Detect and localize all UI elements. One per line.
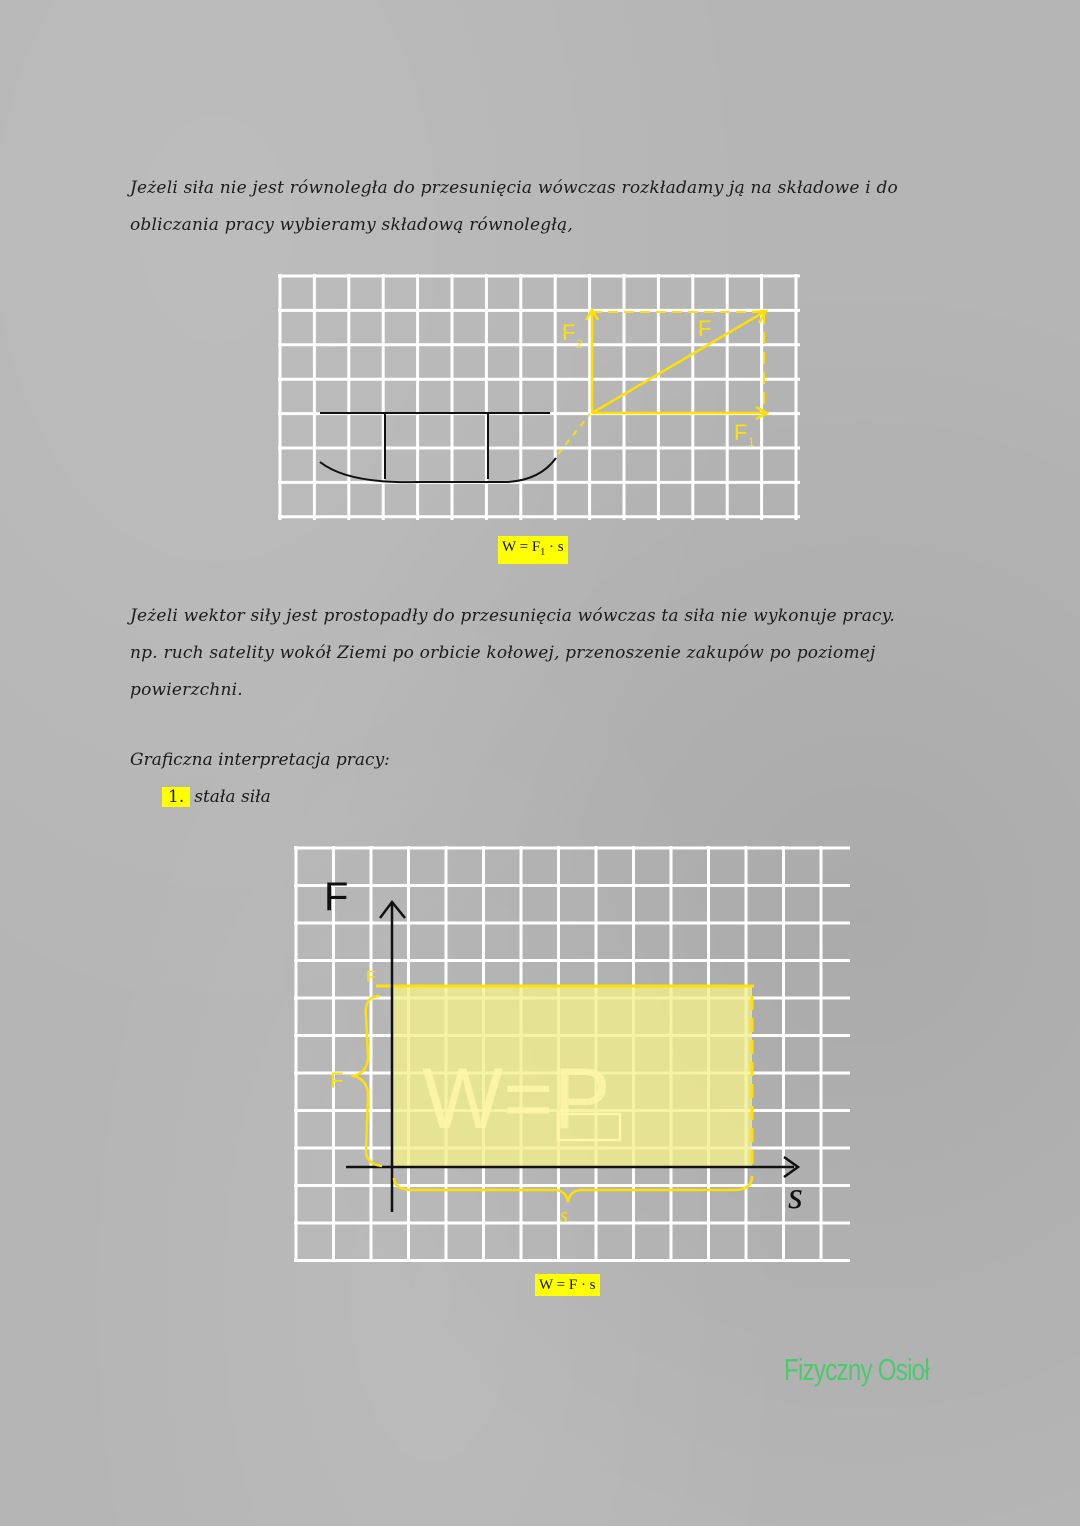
label-f2-sub: 2	[576, 337, 583, 351]
area-label: W=P	[422, 1051, 611, 1147]
section-heading: Graficzna interpretacja pracy:	[130, 750, 390, 770]
paragraph-line: powierzchni.	[130, 680, 243, 700]
list-text: stała siła	[194, 787, 271, 807]
brace-label-left: F	[330, 1068, 344, 1093]
bottom-brace	[394, 1176, 752, 1202]
label-f: F	[698, 316, 712, 341]
brace-label-top: F	[366, 969, 376, 986]
brace-label-bottom: s	[560, 1205, 568, 1227]
paragraph-nonparallel-force	[130, 170, 960, 244]
label-f2: F	[562, 320, 576, 345]
formula-sub: 1	[540, 547, 546, 558]
label-f1: F	[734, 420, 748, 445]
paragraph-line: np. ruch satelity wokół Ziemi po orbicie kołowej, przenoszenie zakupów po poziomej	[130, 643, 876, 663]
axis-x-label: s	[788, 1175, 803, 1217]
paragraph-line: Jeżeli siła nie jest równoległa do przesunięcia wówczas rozkładamy ją na składowe i do	[130, 178, 898, 198]
force-vectors	[586, 310, 767, 419]
axis-y-label: F	[324, 875, 349, 919]
left-brace	[354, 996, 382, 1166]
list-item-constant-force	[162, 784, 271, 810]
grid	[278, 274, 800, 520]
paragraph-line: Jeżeli wektor siły jest prostopadły do przesunięcia wówczas ta siła nie wykonuje pracy.	[130, 606, 895, 626]
work-graph-diagram	[294, 846, 850, 1262]
paragraph-line: obliczania pracy wybieramy składową równoległą,	[130, 215, 573, 235]
watermark: Fizyczny Osioł	[784, 1352, 929, 1387]
list-number: 1.	[162, 787, 190, 807]
formula-work-f1	[498, 536, 568, 564]
force-decomposition-diagram	[278, 274, 800, 520]
formula-work: W = F · s	[535, 1274, 600, 1296]
label-f1-sub: 1	[748, 435, 755, 449]
paragraph-perpendicular-force	[130, 598, 960, 709]
formula-rhs: · s	[545, 539, 564, 555]
vector-f	[592, 312, 764, 413]
formula-lhs: W = F	[502, 539, 541, 555]
